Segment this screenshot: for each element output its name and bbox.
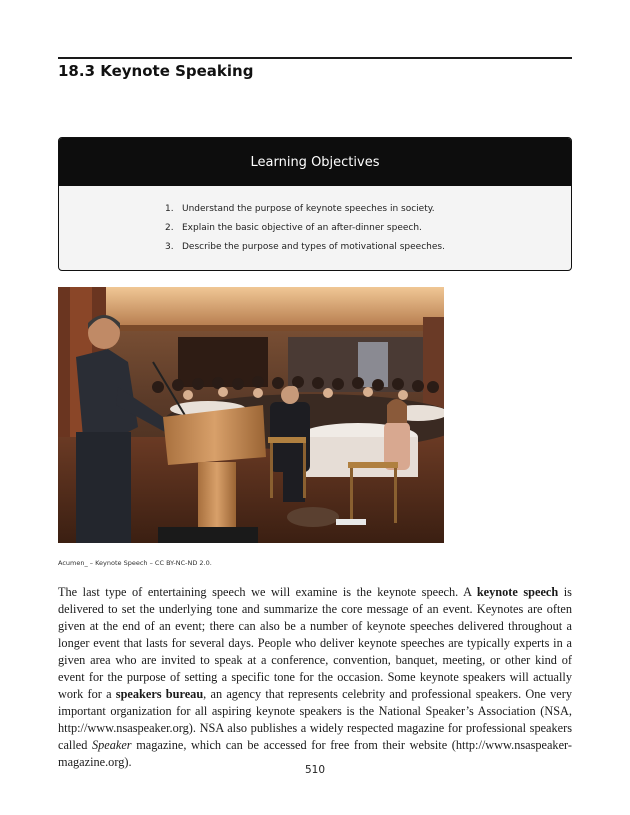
- learning-objectives-box: [58, 137, 572, 271]
- body-paragraph: The last type of entertaining speech we will examine is the keynote speech. A keynote speech is delivered to set the underlying tone and summarize the core message of an event. Keynotes are often given at the end of an event; there can also be a number of keynote speeches delivered throughout a longer event that lasts for several days. People who deliver keynote speeches are typically experts in a given area who are invited to speak at a conference, convention, banquet, meeting, or other kind of event for the purpose of setting a specific tone for the occasion. Some keynote speakers will actually work for a speakers bureau, an agency that represents celebrity and professional speakers. One very important organization for all aspiring keynote speakers is the National Speaker’s Association (NSA, http://www.nsaspeaker.org). NSA also publishes a widely respected magazine for professional speakers called Speaker magazine, which can be accessed for free from their website (http://www.nsaspeaker-magazine.org).: [58, 585, 572, 769]
- objective-item: 2. Explain the basic objective of an after-dinner speech.: [165, 223, 422, 233]
- section-title: 18.3 Keynote Speaking: [58, 62, 254, 80]
- objective-item: 1. Understand the purpose of keynote speeches in society.: [165, 204, 435, 214]
- term-keynote-speech: keynote speech: [476, 585, 559, 599]
- page-number: 510: [304, 764, 326, 776]
- keynote-speech-illustration: [58, 287, 444, 543]
- learning-objectives-header: Learning Objectives: [59, 138, 571, 186]
- top-rule: [58, 57, 572, 59]
- objective-item: 3. Describe the purpose and types of motivational speeches.: [165, 242, 445, 252]
- keynote-speech-photo: [58, 287, 444, 543]
- figure-caption: Acumen_ – Keynote Speech – CC BY-NC-ND 2.0.: [58, 559, 212, 567]
- term-speaker-magazine: Speaker: [91, 738, 132, 752]
- learning-objectives-list: [59, 200, 571, 257]
- term-speakers-bureau: speakers bureau: [115, 687, 204, 701]
